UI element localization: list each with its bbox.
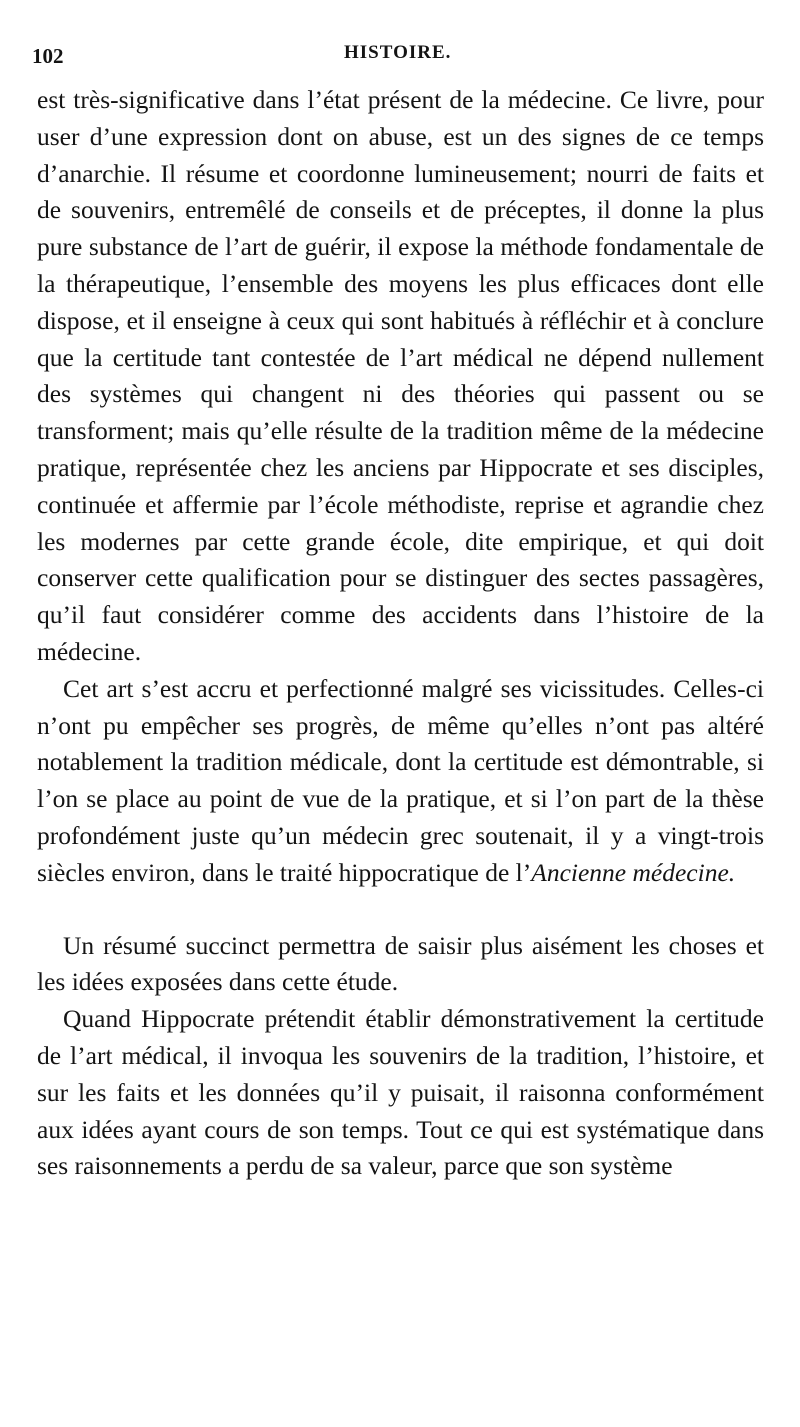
page-header <box>32 38 772 72</box>
paragraph-2-italic-title: Ancienne médecine. <box>531 857 736 887</box>
paragraph-3-text: Un résumé succinct permettra de saisir plus aisément les choses et les idées exposées dans cette étude. <box>37 930 764 997</box>
paragraph-1 <box>37 82 764 671</box>
body-text <box>37 82 764 1185</box>
paragraph-2-text: Cet art s’est accru et perfectionné malgré ses vicissitudes. Celles-ci n’ont pu empêcher ses progrès, de même qu’elles n’ont pas altéré notablement la tradition médicale, dont la certitude est démontrable, si l’on se place au point de vue de la pratique, et si l’on part de la thèse profondément juste qu’un médecin grec soutenait, il y a vingt-trois siècles environ, dans le traité hippocratique de l’ <box>37 673 764 887</box>
paragraph-4 <box>37 1001 764 1185</box>
page-number: 102 <box>32 44 64 68</box>
paragraph-3 <box>37 928 764 1002</box>
paragraph-2 <box>37 671 764 892</box>
paragraph-1-text: est très-significative dans l’état présent de la médecine. Ce livre, pour user d’une expression dont on abuse, est un des signes de ce temps d’anarchie. Il résume et coordonne lumineusement; nourri de faits et de souvenirs, entremêlé de conseils et de préceptes, il donne la plus pure substance de l’art de guérir, il expose la méthode fondamentale de la thérapeutique, l’ensemble des moyens les plus efficaces dont elle dispose, et il enseigne à ceux qui sont habitués à réfléchir et à conclure que la certitude tant contestée de l’art médical ne dépend nullement des systèmes qui changent ni des théories qui passent ou se transforment; mais qu’elle résulte de la tradition même de la médecine pratique, représentée chez les anciens par Hippocrate et ses disciples, continuée et affermie par l’école méthodiste, reprise et agrandie chez les modernes par cette grande école, dite empirique, et qui doit conserver cette qualification pour se distinguer des sectes passagères, qu’il faut considérer comme des accidents dans l’histoire de la médecine. <box>37 85 764 666</box>
running-head: HISTOIRE. <box>344 42 452 63</box>
paragraph-4-text: Quand Hippocrate prétendit établir démonstrativement la certitude de l’art médical, il invoqua les souvenirs de la tradition, l’histoire, et sur les faits et les données qu’il y puisait, il raisonna conformément aux idées ayant cours de son temps. Tout ce qui est systématique dans ses raisonnements a perdu de sa valeur, parce que son système <box>37 1004 764 1181</box>
